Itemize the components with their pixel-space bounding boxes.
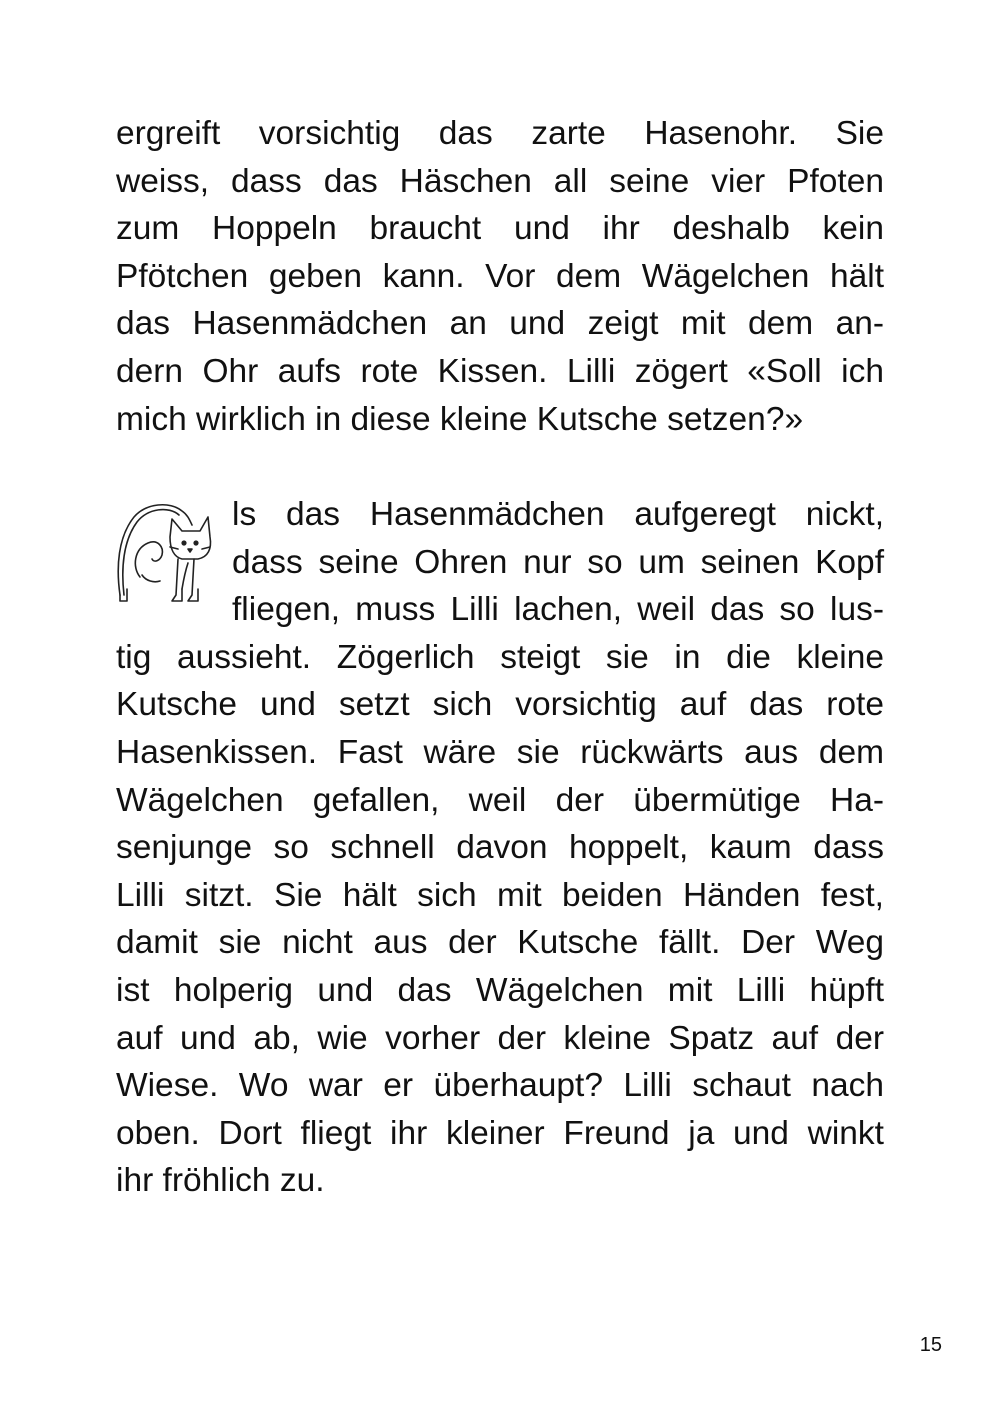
text-line: ergreift vorsichtig das zarte Hasenohr. Sie	[116, 115, 884, 152]
text-line: fliegen, muss Lilli lachen, weil das so lus-	[232, 591, 884, 629]
text-line: dass seine Ohren nur so um seinen Kopf	[232, 543, 884, 581]
text-line: Wiese. Wo war er überhaupt? Lilli schaut nach	[116, 1067, 884, 1105]
text-line: weiss, dass das Häschen all seine vier Pfoten	[116, 162, 884, 200]
paragraph-1	[116, 110, 884, 443]
text-line: mich wirklich in diese kleine Kutsche setzen?»	[116, 400, 804, 438]
text-line: Kutsche und setzt sich vorsichtig auf das rote	[116, 686, 884, 724]
text-line: dern Ohr aufs rote Kissen. Lilli zögert «Soll ich	[116, 352, 884, 390]
text-line: senjunge so schnell davon hoppelt, kaum dass	[116, 829, 884, 867]
page-number: 15	[919, 1334, 942, 1356]
text-line: Lilli sitzt. Sie hält sich mit beiden Händen fest,	[116, 876, 884, 914]
text-line: ihr fröhlich zu.	[116, 1162, 325, 1200]
paragraph-2	[116, 491, 884, 1205]
text-line: zum Hoppeln braucht und ihr deshalb kein	[116, 210, 884, 248]
text-line: Hasenkissen. Fast wäre sie rückwärts aus dem	[116, 733, 884, 771]
text-line: Pfötchen geben kann. Vor dem Wägelchen hält	[116, 257, 884, 295]
text-line: oben. Dort fliegt ihr kleiner Freund ja und winkt	[116, 1114, 884, 1152]
text-line: das Hasenmädchen an und zeigt mit dem an-	[116, 305, 884, 343]
text-line: damit sie nicht aus der Kutsche fällt. Der Weg	[116, 924, 884, 962]
text-line: ls das Hasenmädchen aufgeregt nickt,	[232, 496, 884, 533]
text-line: Wägelchen gefallen, weil der übermütige Ha-	[116, 781, 884, 819]
text-line: auf und ab, wie vorher der kleine Spatz auf der	[116, 1019, 884, 1057]
text-line: tig aussieht. Zögerlich steigt sie in die kleine	[116, 638, 884, 676]
text-line: ist holperig und das Wägelchen mit Lilli hüpft	[116, 971, 884, 1009]
